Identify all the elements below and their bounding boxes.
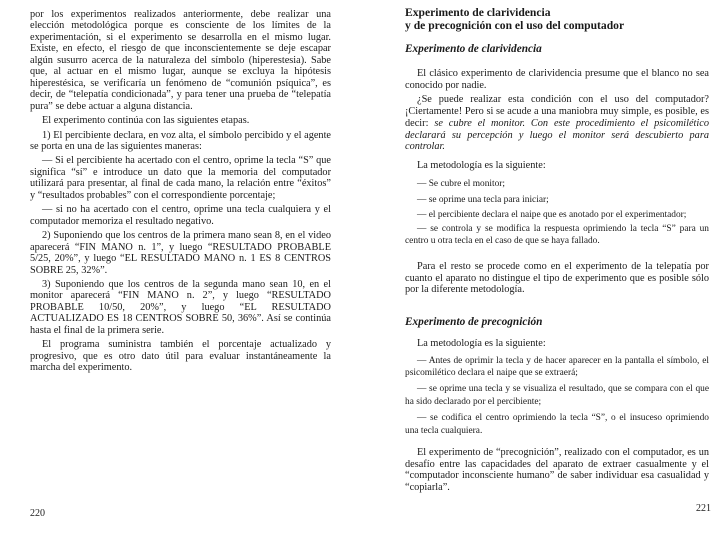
paragraph: El clásico experimento de clarividencia presume que el blanco no sea conocido por nadie. [405,68,709,91]
list-item: — se oprime una tecla para iniciar; [417,194,549,205]
right-page [364,0,728,535]
list-item: — se oprime una tecla y se visualiza el resultado, que se compara con el que ha sido declarado por el percibiente; [405,384,709,407]
paragraph: El experimento de “precognición”, realizado con el computador, es un desafío entre las capacidades del aparato de extraer casualmente y el “computador inconsciente humano” de saber individuar esa casualidad y “copiarla”. [405,446,709,494]
paragraph: 3) Suponiendo que los centros de la segunda mano sean 10, en el monitor aparecerá “FIN MANO n. 2”, y luego “RESULTADO PROBABLE 10/50, 20%”, y luego “EL RESULTADO ACTUALIZADO ES 18 CENTROS SOBRE 50, 36%”. Así se continúa hasta el final de la primera serie. [30,278,331,336]
paragraph: El experimento continúa con las siguientes etapas. [42,115,250,127]
paragraph: — Si el percibiente ha acertado con el centro, oprime la tecla “S” que significa “sí” e introduce un dato que la memoria del computador utilizará para presentar, al final de cada mano, la relación entre “éxitos” y “resultados probables” con el correspondiente porcentaje; [30,155,331,201]
paragraph: 2) Suponiendo que los centros de la primera mano sean 8, en el video aparecerá “FIN MANO n. 1”, y luego “RESULTADO PROBABLE 5/25, 20%”, y luego “EL RESULTADO MANO n. 1 ES 8 CENTROS SOBRE 25, 32%”. [30,230,331,276]
methodology-lead: La metodología es la siguiente: [417,159,546,171]
paragraph-text: ¿Se puede realizar esta condición con el uso del computador? ¡Ciertamente! Pero si se acude a una maniobra muy simple, es posible, es decir: [405,94,709,129]
paragraph: — si no ha acertado con el centro, oprime una tecla cualquiera y el computador memoriza el resultado negativo. [30,204,331,227]
section-heading-precognicion: Experimento de precognición [405,316,543,329]
steps-list [405,177,709,247]
methodology-lead: La metodología es la siguiente: [417,338,546,350]
chapter-title-line-1: Experimento de clarividencia [405,6,551,19]
page-number: 220 [30,508,45,519]
paragraph: Para el resto se procede como en el experimento de la telepatía por cuanto el aparato no distingue el tipo de experimento que es posible sólo por la diferente metodología. [405,260,709,296]
list-item: — el percibiente declara el naipe que es anotado por el experimentador; [417,209,687,220]
left-text-column [30,9,331,374]
list-item: — Se cubre el monitor; [417,179,506,190]
steps-list [405,355,709,437]
right-text-column [405,6,709,494]
list-item: — se codifica el centro oprimiendo la tecla “S”, o el insuceso oprimiendo una tecla cualquiera. [405,413,709,436]
paragraph: 1) El percibiente declara, en voz alta, el símbolo percibido y el agente se porta en una de las siguientes maneras: [30,129,331,152]
paragraph-italic-text: se cubre el monitor. Con este procedimiento el psicomilético declarará su percepción y luego el monitor será descubierto para controlar. [405,117,709,153]
paragraph: por los experimentos realizados anteriormente, debe realizar una elección metodológica porque es consciente de los límites de la experimentación, si el experimento se desarrolla en el mismo lugar. Existe, en efecto, el riesgo de que inconscientemente se deje escapar algún susurro acerca de la naturaleza del símbolo (hiperestesia). Sabe que, al actuar en el mismo lugar, aunque se excluya la hipótesis hiperestésica, se verificaría un fenómeno de “comunión psíquica”, es decir, de “telepatía condicionada”, y para tener una prueba de “telepatía pura” se debe actuar a alguna distancia. [30,9,331,112]
paragraph [405,94,709,153]
page-number: 221 [696,503,711,514]
section-heading-clarividencia: Experimento de clarividencia [405,43,542,55]
list-item: — Antes de oprimir la tecla y de hacer aparecer en la pantalla el símbolo, el psicomilético declara el naipe que se extraerá; [405,355,709,378]
paragraph: El programa suministra también el porcentaje actualizado y progresivo, que es otro dato útil para evaluar instantáneamente la marcha del experimento. [30,339,331,374]
list-item: — se controla y se modifica la respuesta oprimiendo la tecla “S” para un centro u otra tecla en el caso de que se haya fallado. [405,223,709,246]
chapter-title-line-2: y de precognición con el uso del computador [405,19,625,32]
